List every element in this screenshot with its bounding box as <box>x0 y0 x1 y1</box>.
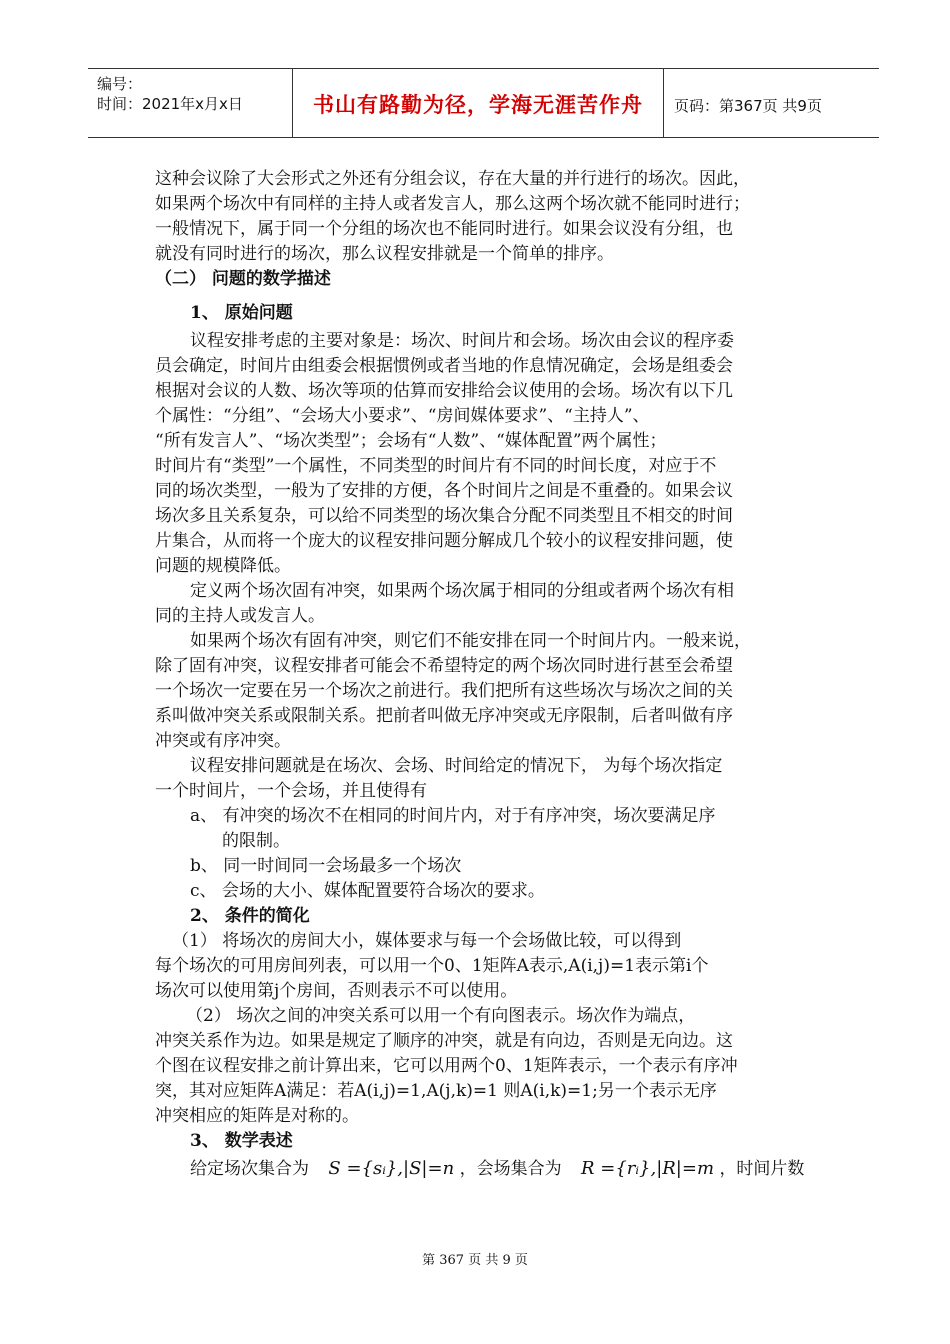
list-item: b、 同一时间同一会场最多一个场次 <box>190 856 462 876</box>
list-item: a、 有冲突的场次不在相同的时间片内，对于有序冲突，场次要满足序 <box>190 806 716 826</box>
body-line: 场次多且关系复杂，可以给不同类型的场次集合分配不同类型且不相交的时间 <box>155 506 733 526</box>
body-line: 同的场次类型，一般为了安排的方便，各个时间片之间是不重叠的。如果会议 <box>155 481 733 501</box>
body-line: 每个场次的可用房间列表，可以用一个0、1矩阵A表示,A(i,j)=1表示第i个 <box>155 956 709 976</box>
subsection-heading: 2、 条件的简化 <box>190 906 310 926</box>
page-footer: 第 367 页 共 9 页 <box>422 1253 528 1268</box>
list-item-cont: 的限制。 <box>222 831 290 851</box>
body-line: 一般情况下，属于同一个分组的场次也不能同时进行。如果会议没有分组，也 <box>155 219 733 239</box>
body-line: 这种会议除了大会形式之外还有分组会议，存在大量的并行进行的场次。因此， <box>155 169 750 189</box>
formula-r: R ={rᵢ},|R|=m <box>580 1158 715 1179</box>
time-label: 时间：2021年x月x日 <box>97 95 243 113</box>
body-line: 个图在议程安排之前计算出来，它可以用两个0、1矩阵表示，一个表示有序冲 <box>155 1056 738 1076</box>
page-header <box>88 68 879 138</box>
body-line: 一个场次一定要在另一个场次之前进行。我们把所有这些场次与场次之间的关 <box>155 681 733 701</box>
page-info: 页码：第367页 共9页 <box>674 97 822 115</box>
body-line: 时间片有“类型”一个属性，不同类型的时间片有不同的时间长度，对应于不 <box>155 456 717 476</box>
body-line: （1） 将场次的房间大小，媒体要求与每一个会场做比较，可以得到 <box>172 931 682 951</box>
body-line: 场次可以使用第j个房间，否则表示不可以使用。 <box>155 981 518 1001</box>
header-motto-cell <box>293 69 664 137</box>
body-line: 如果两个场次有固有冲突，则它们不能安排在同一个时间片内。一般来说， <box>190 631 751 651</box>
body-line: 突，其对应矩阵A满足：若A(i,j)=1,A(j,k)=1 则A(i,k)=1;另一个表示无序 <box>155 1081 717 1101</box>
math-line-suffix: ，时间片数 <box>719 1159 805 1179</box>
subsection-heading: 3、 数学表述 <box>190 1131 293 1151</box>
body-line: 议程安排考虑的主要对象是：场次、时间片和会场。场次由会议的程序委 <box>190 331 734 351</box>
body-line: 如果两个场次中有同样的主持人或者发言人，那么这两个场次就不能同时进行； <box>155 194 750 214</box>
body-line: 片集合，从而将一个庞大的议程安排问题分解成几个较小的议程安排问题，使 <box>155 531 733 551</box>
subsection-heading: 1、 原始问题 <box>190 303 293 323</box>
body-line: （2） 场次之间的冲突关系可以用一个有向图表示。场次作为端点， <box>186 1006 696 1026</box>
body-line: 冲突相应的矩阵是对称的。 <box>155 1106 359 1126</box>
body-line: 冲突关系作为边。如果是规定了顺序的冲突，就是有向边，否则是无向边。这 <box>155 1031 733 1051</box>
body-line: 同的主持人或发言人。 <box>155 606 325 626</box>
list-item: c、 会场的大小、媒体配置要符合场次的要求。 <box>190 881 545 901</box>
math-line <box>190 1158 804 1180</box>
body-line: “所有发言人”、“场次类型”；会场有“人数”、“媒体配置”两个属性； <box>155 431 667 451</box>
section-heading: （二） 问题的数学描述 <box>155 269 331 289</box>
body-line: 系叫做冲突关系或限制关系。把前者叫做无序冲突或无序限制，后者叫做有序 <box>155 706 733 726</box>
body-line: 一个时间片，一个会场，并且使得有 <box>155 781 427 801</box>
body-line: 议程安排问题就是在场次、会场、时间给定的情况下， 为每个场次指定 <box>190 756 723 776</box>
header-meta <box>88 69 293 137</box>
body-line: 除了固有冲突，议程安排者可能会不希望特定的两个场次同时进行甚至会希望 <box>155 656 733 676</box>
math-line-mid: ，会场集合为 <box>459 1159 562 1179</box>
formula-s: S ={sᵢ},|S|=n <box>328 1158 455 1179</box>
body-line: 冲突或有序冲突。 <box>155 731 291 751</box>
motto-text: 书山有路勤为径，学海无涯苦作舟 <box>313 93 643 117</box>
body-line: 个属性：“分组”、“会场大小要求”、“房间媒体要求”、“主持人”、 <box>155 406 650 426</box>
body-line: 问题的规模降低。 <box>155 556 291 576</box>
body-line: 员会确定，时间片由组委会根据惯例或者当地的作息情况确定，会场是组委会 <box>155 356 733 376</box>
body-line: 定义两个场次固有冲突，如果两个场次属于相同的分组或者两个场次有相 <box>190 581 734 601</box>
number-label: 编号： <box>97 75 143 93</box>
body-line: 根据对会议的人数、场次等项的估算而安排给会议使用的会场。场次有以下几 <box>155 381 733 401</box>
math-line-prefix: 给定场次集合为 <box>190 1159 309 1179</box>
body-line: 就没有同时进行的场次，那么议程安排就是一个简单的排序。 <box>155 244 614 264</box>
